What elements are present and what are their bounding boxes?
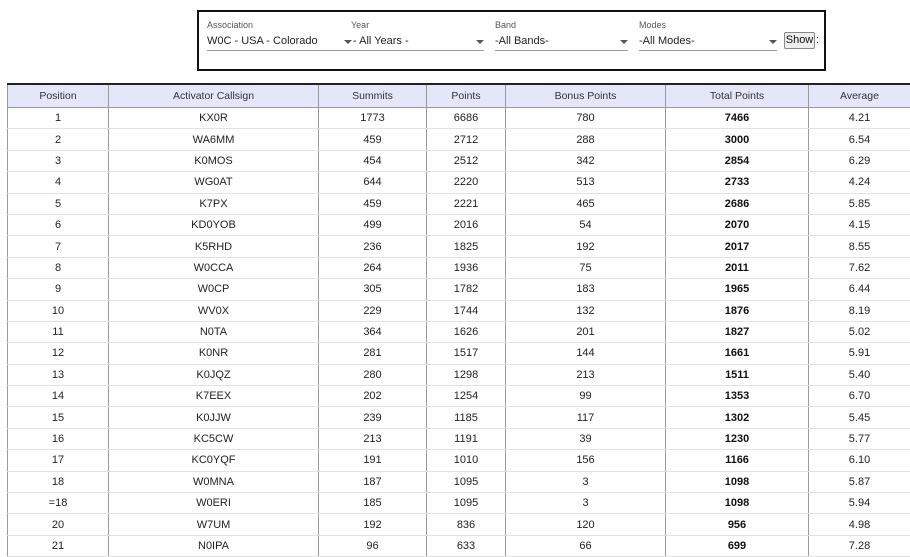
average-cell: 6.54 [809, 129, 910, 150]
total-points-cell: 1302 [666, 407, 809, 428]
summits-cell: 191 [319, 450, 427, 471]
summits-cell: 187 [319, 471, 427, 492]
total-points-cell: 1876 [666, 300, 809, 321]
position-cell: 3 [8, 150, 109, 171]
summits-cell: 213 [319, 428, 427, 449]
total-points-cell: 1098 [666, 493, 809, 514]
bonus-points-cell: 3 [506, 493, 666, 514]
table-row [8, 279, 910, 300]
total-points-cell: 2686 [666, 193, 809, 214]
total-points-cell: 699 [666, 535, 809, 556]
bonus-points-cell: 144 [506, 343, 666, 364]
association-label: Association [207, 20, 352, 31]
position-cell: 18 [8, 471, 109, 492]
points-cell: 1254 [427, 386, 506, 407]
position-cell: 2 [8, 129, 109, 150]
average-cell: 5.87 [809, 471, 910, 492]
band-filter [495, 20, 628, 51]
table-row [8, 450, 910, 471]
summits-cell: 459 [319, 129, 427, 150]
position-cell: 4 [8, 172, 109, 193]
total-points-cell: 7466 [666, 108, 809, 129]
position-cell: 1 [8, 108, 109, 129]
summits-cell: 499 [319, 214, 427, 235]
table-row [8, 193, 910, 214]
association-value: W0C - USA - Colorado [207, 33, 318, 50]
position-cell: 14 [8, 386, 109, 407]
points-cell: 1626 [427, 321, 506, 342]
band-value: -All Bands- [495, 33, 549, 50]
position-cell: 10 [8, 300, 109, 321]
average-cell: 4.24 [809, 172, 910, 193]
points-cell: 1782 [427, 279, 506, 300]
position-cell: 12 [8, 343, 109, 364]
points-cell: 2221 [427, 193, 506, 214]
table-row [8, 428, 910, 449]
position-cell: 11 [8, 321, 109, 342]
modes-dropdown-icon [769, 40, 777, 44]
position-cell: 13 [8, 364, 109, 385]
show-button[interactable]: Show [784, 32, 815, 49]
band-dropdown-icon [620, 40, 628, 44]
average-cell: 8.55 [809, 236, 910, 257]
callsign-cell[interactable]: K0MOS [109, 150, 319, 171]
position-cell: 5 [8, 193, 109, 214]
callsign-cell[interactable]: WA6MM [109, 129, 319, 150]
summits-cell: 236 [319, 236, 427, 257]
summits-cell: 192 [319, 514, 427, 535]
points-cell: 1185 [427, 407, 506, 428]
total-points-cell: 1661 [666, 343, 809, 364]
points-cell: 1010 [427, 450, 506, 471]
table-row [8, 471, 910, 492]
position-cell: 9 [8, 279, 109, 300]
summits-cell: 281 [319, 343, 427, 364]
association-filter [207, 20, 352, 51]
callsign-cell[interactable]: K0JJW [109, 407, 319, 428]
callsign-cell[interactable]: K0JQZ [109, 364, 319, 385]
bonus-points-cell: 39 [506, 428, 666, 449]
average-cell: 5.40 [809, 364, 910, 385]
column-header-bonus-points[interactable]: Bonus Points [506, 84, 666, 108]
total-points-cell: 2733 [666, 172, 809, 193]
callsign-cell[interactable]: KC5CW [109, 428, 319, 449]
points-cell: 836 [427, 514, 506, 535]
total-points-cell: 1827 [666, 321, 809, 342]
points-cell: 1825 [427, 236, 506, 257]
year-select[interactable] [351, 33, 484, 51]
points-cell: 1298 [427, 364, 506, 385]
points-cell: 2220 [427, 172, 506, 193]
points-cell: 1517 [427, 343, 506, 364]
modes-value: -All Modes- [639, 33, 695, 50]
column-header-position[interactable]: Position [8, 84, 109, 108]
average-cell: 5.02 [809, 321, 910, 342]
points-cell: 6686 [427, 108, 506, 129]
callsign-cell[interactable]: K7EEX [109, 386, 319, 407]
summits-cell: 364 [319, 321, 427, 342]
summits-cell: 280 [319, 364, 427, 385]
average-cell: 7.62 [809, 257, 910, 278]
bonus-points-cell: 75 [506, 257, 666, 278]
band-label: Band [495, 20, 628, 31]
callsign-cell[interactable]: KC0YQF [109, 450, 319, 471]
table-row [8, 386, 910, 407]
modes-filter [639, 20, 777, 51]
bonus-points-cell: 66 [506, 535, 666, 556]
points-cell: 1095 [427, 471, 506, 492]
points-cell: 633 [427, 535, 506, 556]
year-dropdown-icon [476, 40, 484, 44]
position-cell: 8 [8, 257, 109, 278]
summits-cell: 644 [319, 172, 427, 193]
callsign-cell[interactable]: WV0X [109, 300, 319, 321]
callsign-cell[interactable]: W0ERI [109, 493, 319, 514]
summits-cell: 459 [319, 193, 427, 214]
modes-label: Modes [639, 20, 777, 31]
callsign-cell[interactable]: KX0R [109, 108, 319, 129]
points-cell: 2016 [427, 214, 506, 235]
position-cell: 6 [8, 214, 109, 235]
position-cell: 15 [8, 407, 109, 428]
total-points-cell: 2017 [666, 236, 809, 257]
table-row [8, 493, 910, 514]
table-row [8, 108, 910, 129]
points-cell: 1936 [427, 257, 506, 278]
average-cell: 5.94 [809, 493, 910, 514]
filter-panel [197, 10, 826, 71]
callsign-cell[interactable]: K7PX [109, 193, 319, 214]
summits-cell: 454 [319, 150, 427, 171]
bonus-points-cell: 213 [506, 364, 666, 385]
column-header-summits[interactable]: Summits [319, 84, 427, 108]
summits-cell: 239 [319, 407, 427, 428]
average-cell: 4.21 [809, 108, 910, 129]
callsign-cell[interactable]: W0CP [109, 279, 319, 300]
table-row [8, 129, 910, 150]
average-cell: 6.44 [809, 279, 910, 300]
table-row [8, 535, 910, 556]
column-header-average[interactable]: Average [809, 84, 910, 108]
position-cell: 20 [8, 514, 109, 535]
year-value: - All Years - [353, 33, 409, 50]
total-points-cell: 1965 [666, 279, 809, 300]
position-cell: 7 [8, 236, 109, 257]
summits-cell: 96 [319, 535, 427, 556]
total-points-cell: 2854 [666, 150, 809, 171]
table-body [8, 108, 910, 557]
total-points-cell: 3000 [666, 129, 809, 150]
position-cell: 17 [8, 450, 109, 471]
table-row [8, 150, 910, 171]
average-cell: 5.45 [809, 407, 910, 428]
band-select[interactable] [495, 33, 628, 51]
total-points-cell: 1230 [666, 428, 809, 449]
average-cell: 4.98 [809, 514, 910, 535]
column-header-total-points[interactable]: Total Points [666, 84, 809, 108]
column-header-points[interactable]: Points [427, 84, 506, 108]
year-filter [351, 20, 484, 51]
bonus-points-cell: 132 [506, 300, 666, 321]
bonus-points-cell: 3 [506, 471, 666, 492]
table-row [8, 172, 910, 193]
bonus-points-cell: 120 [506, 514, 666, 535]
average-cell: 6.29 [809, 150, 910, 171]
bonus-points-cell: 513 [506, 172, 666, 193]
table-row [8, 214, 910, 235]
position-cell: =18 [8, 493, 109, 514]
bonus-points-cell: 465 [506, 193, 666, 214]
total-points-cell: 1511 [666, 364, 809, 385]
average-cell: 8.19 [809, 300, 910, 321]
bonus-points-cell: 99 [506, 386, 666, 407]
summits-cell: 185 [319, 493, 427, 514]
table-row [8, 300, 910, 321]
callsign-cell[interactable]: K0NR [109, 343, 319, 364]
table-row [8, 514, 910, 535]
average-cell: 6.10 [809, 450, 910, 471]
average-cell: 4.15 [809, 214, 910, 235]
average-cell: 5.77 [809, 428, 910, 449]
table-row [8, 321, 910, 342]
callsign-cell[interactable]: N0IPA [109, 535, 319, 556]
average-cell: 5.85 [809, 193, 910, 214]
activator-ranking-table [7, 83, 910, 557]
average-cell: 5.91 [809, 343, 910, 364]
points-cell: 1095 [427, 493, 506, 514]
total-points-cell: 1353 [666, 386, 809, 407]
summits-cell: 1773 [319, 108, 427, 129]
position-cell: 16 [8, 428, 109, 449]
summits-cell: 229 [319, 300, 427, 321]
table-row [8, 236, 910, 257]
total-points-cell: 2070 [666, 214, 809, 235]
callsign-cell[interactable]: KD0YOB [109, 214, 319, 235]
total-points-cell: 956 [666, 514, 809, 535]
points-cell: 1744 [427, 300, 506, 321]
callsign-cell[interactable]: W0MNA [109, 471, 319, 492]
table-header-row [8, 84, 910, 108]
bonus-points-cell: 342 [506, 150, 666, 171]
bonus-points-cell: 183 [506, 279, 666, 300]
average-cell: 6.70 [809, 386, 910, 407]
column-header-callsign[interactable]: Activator Callsign [109, 84, 319, 108]
summits-cell: 305 [319, 279, 427, 300]
modes-select[interactable] [639, 33, 777, 51]
bonus-points-cell: 201 [506, 321, 666, 342]
callsign-cell[interactable]: W0CCA [109, 257, 319, 278]
table-row [8, 364, 910, 385]
show-colon: : [816, 32, 819, 49]
bonus-points-cell: 192 [506, 236, 666, 257]
points-cell: 1191 [427, 428, 506, 449]
callsign-cell[interactable]: N0TA [109, 321, 319, 342]
total-points-cell: 2011 [666, 257, 809, 278]
position-cell: 21 [8, 535, 109, 556]
table-row [8, 407, 910, 428]
callsign-cell[interactable]: W7UM [109, 514, 319, 535]
table-row [8, 257, 910, 278]
points-cell: 2712 [427, 129, 506, 150]
bonus-points-cell: 117 [506, 407, 666, 428]
association-select[interactable] [207, 33, 352, 51]
bonus-points-cell: 156 [506, 450, 666, 471]
summits-cell: 264 [319, 257, 427, 278]
summits-cell: 202 [319, 386, 427, 407]
table-row [8, 343, 910, 364]
average-cell: 7.28 [809, 535, 910, 556]
bonus-points-cell: 780 [506, 108, 666, 129]
callsign-cell[interactable]: WG0AT [109, 172, 319, 193]
callsign-cell[interactable]: K5RHD [109, 236, 319, 257]
bonus-points-cell: 288 [506, 129, 666, 150]
total-points-cell: 1166 [666, 450, 809, 471]
bonus-points-cell: 54 [506, 214, 666, 235]
points-cell: 2512 [427, 150, 506, 171]
year-label: Year [351, 20, 484, 31]
total-points-cell: 1098 [666, 471, 809, 492]
